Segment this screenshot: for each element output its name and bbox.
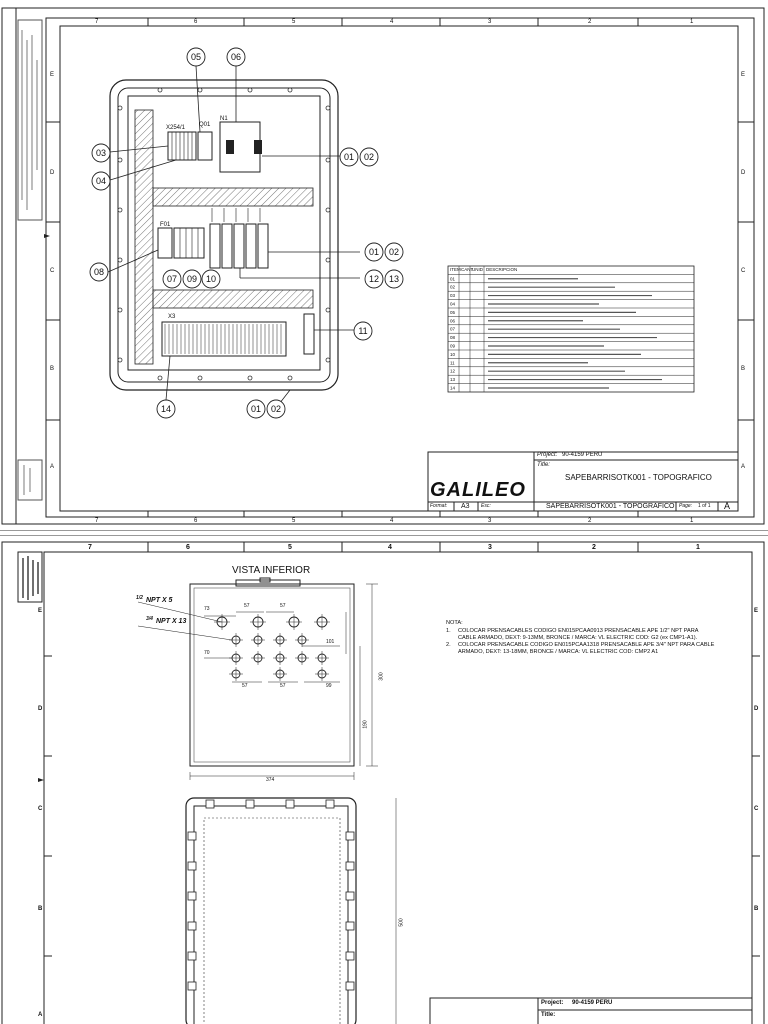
title-block-format-label: Format: <box>430 503 448 509</box>
lid-bolt <box>188 862 196 870</box>
bom-header-descripcion: DESCRIPCION <box>486 267 518 272</box>
col-label-7: 7 <box>88 544 92 551</box>
col-label-2: 2 <box>588 19 592 25</box>
note-2-number: 2. <box>446 641 451 648</box>
note-2-text: COLOCAR PRENSACABLE CODIGO EN015PCAA1318 PRENSACABLE APE 3/4" NPT PARA CABLE ARMADO, DEXT: 13-18MM, BRONCE / MARCA: VL ELECTRIC COD: CMP2 A1 <box>458 641 715 655</box>
bom-item-number: 04 <box>450 301 456 307</box>
col-label-6-bottom: 6 <box>194 518 198 524</box>
lid-bolt <box>246 800 254 808</box>
row-label-d-right: D <box>754 706 759 712</box>
note-2 <box>446 642 716 656</box>
row-label-b-right: B <box>741 366 746 372</box>
bom-item-number: 08 <box>450 335 456 341</box>
col-label-1-bottom: 1 <box>690 518 694 524</box>
sheet2-drawing <box>0 536 768 1024</box>
row-label-e: E <box>50 72 55 78</box>
col-label-1: 1 <box>690 19 694 25</box>
lid-bolt <box>188 982 196 990</box>
title-block-drawing-name: SAPEBARRISOTK001 - TOPOGRAFICO <box>546 503 675 510</box>
col-label-2-bottom: 2 <box>588 518 592 524</box>
balloon-02: 02 <box>388 247 400 257</box>
bom-item-number: 02 <box>450 284 456 290</box>
lid-bolt <box>346 952 354 960</box>
row-label-d-right: D <box>741 170 746 176</box>
label-f01: F01 <box>160 222 171 228</box>
label-x254: X254/1 <box>166 125 186 131</box>
row-label-e-right: E <box>741 72 746 78</box>
bom-item-number: 14 <box>450 385 456 391</box>
dim-73: 73 <box>204 606 210 612</box>
lid-bolt <box>346 922 354 930</box>
col-label-6: 6 <box>186 544 190 551</box>
bom-item-number: 01 <box>450 276 456 282</box>
row-label-a-right: A <box>741 464 746 470</box>
notes-title: NOTA: <box>446 620 463 626</box>
notes-block <box>446 620 716 656</box>
balloon-08: 08 <box>93 267 105 277</box>
bom-item-number: 07 <box>450 326 456 332</box>
row-label-d: D <box>50 170 55 176</box>
row-label-b: B <box>50 366 55 372</box>
dim-57: 57 <box>242 683 248 689</box>
col-label-2: 2 <box>592 544 596 551</box>
col-label-7: 7 <box>95 19 99 25</box>
col-label-3-bottom: 3 <box>488 518 492 524</box>
balloon-09: 09 <box>186 274 198 284</box>
col-label-4-bottom: 4 <box>390 518 394 524</box>
balloon-03: 03 <box>95 148 107 158</box>
title-block-page: 1 of 1 <box>698 503 711 509</box>
title-block-esc-label: Esc: <box>481 503 491 509</box>
drawing-sheet-vista-inferior <box>0 536 768 1024</box>
bom-item-number: 09 <box>450 343 456 349</box>
col-label-7-bottom: 7 <box>95 518 99 524</box>
lid-bolt <box>346 832 354 840</box>
npt-callout-1: NPT X 5 <box>146 597 173 604</box>
row-label-b: B <box>38 906 43 912</box>
bom-header-cant: CANT <box>461 267 474 272</box>
row-label-a: A <box>50 464 55 470</box>
balloon-01: 01 <box>343 152 355 162</box>
bom-item-number: 13 <box>450 377 456 383</box>
col-label-4: 4 <box>388 544 392 551</box>
title-block-page-label: Page: <box>679 503 693 509</box>
lid-bolt <box>286 800 294 808</box>
lid-bolt <box>346 982 354 990</box>
npt-callout-2-fraction: 3/4 <box>146 616 153 622</box>
balloon-11: 11 <box>358 326 368 336</box>
bom-header-item: ITEM <box>450 267 461 272</box>
bom-item-number: 12 <box>450 368 456 374</box>
col-label-5: 5 <box>288 544 292 551</box>
dim-190: 190 <box>362 720 369 729</box>
npt-callout-1-fraction: 1/2 <box>136 595 143 601</box>
note-1 <box>446 628 716 642</box>
lid-bolt <box>188 832 196 840</box>
balloon-12: 12 <box>368 274 380 284</box>
dim-374: 374 <box>266 777 275 783</box>
lid-bolt <box>326 800 334 808</box>
view-title: VISTA INFERIOR <box>232 565 311 576</box>
dim-99: 99 <box>326 683 332 689</box>
dim-101: 101 <box>326 639 335 645</box>
npt-callout-2: NPT X 13 <box>156 618 187 625</box>
lid-bolt <box>206 800 214 808</box>
balloon-10: 10 <box>205 274 217 284</box>
dim-70: 70 <box>204 650 210 656</box>
title-block-project: 90-4159 PERU <box>572 1000 613 1006</box>
label-q01: Q01 <box>199 122 211 128</box>
col-label-5-bottom: 5 <box>292 518 296 524</box>
title-block-title-label: Title: <box>537 462 550 468</box>
row-label-c: C <box>50 268 55 274</box>
lid-bolt <box>188 922 196 930</box>
row-label-d: D <box>38 706 43 712</box>
bom-item-number: 06 <box>450 318 456 324</box>
dim-57: 57 <box>280 603 286 609</box>
balloon-07: 07 <box>166 274 178 284</box>
title-block-format: A3 <box>461 503 470 510</box>
balloon-14: 14 <box>160 404 172 414</box>
title-block-project-label: Project: <box>541 1000 564 1006</box>
row-label-c-right: C <box>741 268 746 274</box>
title-block-project-label: Project: <box>537 452 558 458</box>
row-label-a: A <box>38 1012 43 1018</box>
title-block-rev: A <box>724 501 731 511</box>
title-block-project: 90-4159 PERU <box>562 452 603 458</box>
dim-300: 300 <box>378 672 385 681</box>
bom-item-number: 03 <box>450 293 456 299</box>
bom-item-number: 05 <box>450 309 456 315</box>
label-n1: N1 <box>220 116 228 122</box>
lid-bolt <box>188 892 196 900</box>
title-block-logo: GALILEO <box>430 479 526 501</box>
balloon-04: 04 <box>95 176 107 186</box>
label-x3: X3 <box>168 314 176 320</box>
col-label-3: 3 <box>488 19 492 25</box>
balloon-02: 02 <box>270 404 282 414</box>
col-label-3: 3 <box>488 544 492 551</box>
bom-header-unid: UNID <box>472 267 483 272</box>
balloon-02: 02 <box>363 152 375 162</box>
dim-57: 57 <box>244 603 250 609</box>
balloon-06: 06 <box>230 52 242 62</box>
row-label-c-right: C <box>754 806 759 812</box>
title-block-title-label: Title: <box>541 1012 556 1018</box>
dim-57: 57 <box>280 683 286 689</box>
lid-bolt <box>188 952 196 960</box>
title-block-title: SAPEBARRISOTK001 - TOPOGRAFICO <box>565 473 712 482</box>
lid-bolt <box>346 862 354 870</box>
note-1-number: 1. <box>446 627 451 634</box>
col-label-4: 4 <box>390 19 394 25</box>
col-label-6: 6 <box>194 19 198 25</box>
row-label-e-right: E <box>754 608 759 614</box>
balloon-05: 05 <box>190 52 202 62</box>
row-label-b-right: B <box>754 906 759 912</box>
row-label-c: C <box>38 806 43 812</box>
note-1-text: COLOCAR PRENSACABLES CODIGO EN015PCAA0913 PRENSACABLE APE 1/2" NPT PARA CABLE ARMADO, DEXT: 9-13MM, BRONCE / MARCA: VL ELECTRIC COD: G2 (ex CMP1-A1). <box>458 627 699 641</box>
row-label-e: E <box>38 608 43 614</box>
dim-500: 500 <box>398 918 405 927</box>
lid-bolt <box>346 892 354 900</box>
bom-item-number: 10 <box>450 351 456 357</box>
col-label-1: 1 <box>696 544 700 551</box>
balloon-01: 01 <box>368 247 380 257</box>
balloon-01: 01 <box>250 404 262 414</box>
bom-item-number: 11 <box>450 360 455 366</box>
col-label-5: 5 <box>292 19 296 25</box>
balloon-13: 13 <box>388 274 400 284</box>
